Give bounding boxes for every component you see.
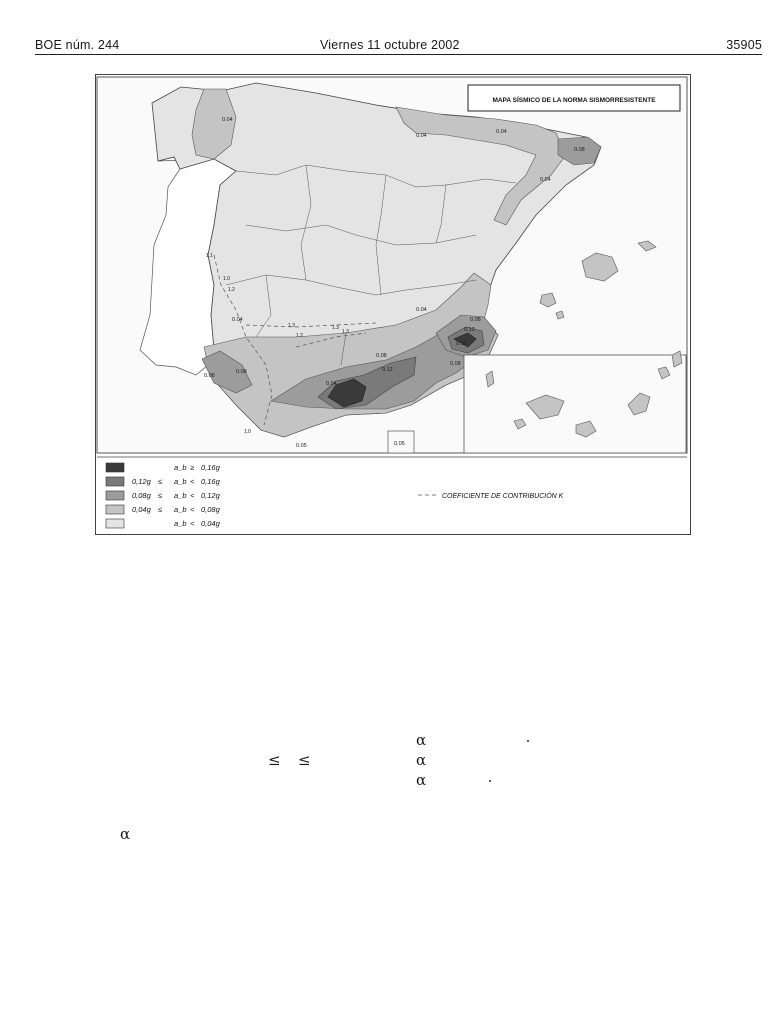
legend-low: 0,04g <box>132 505 151 514</box>
legend-high: 0,16g <box>201 477 220 486</box>
contour-label: 0.08 <box>204 373 215 379</box>
contour-label: 0.04 <box>326 381 337 387</box>
seismic-map <box>96 75 690 534</box>
legend-op: < <box>190 477 195 486</box>
legend-symbol: a_b <box>174 505 187 514</box>
legend-symbol: a_b <box>174 519 187 528</box>
k-label: 1.3 <box>342 329 349 335</box>
legend-swatch <box>106 463 124 472</box>
legend-row <box>106 519 221 528</box>
header-center: Viernes 11 octubre 2002 <box>320 38 460 52</box>
legend-symbol: a_b <box>174 463 187 472</box>
k-label: 1.0 <box>244 429 251 435</box>
seismic-map-figure <box>95 74 691 535</box>
alpha-symbol: α <box>416 731 427 749</box>
contour-label: 0.04 <box>232 317 243 323</box>
k-label: 1.2 <box>296 333 303 339</box>
contour-label: 0.12 <box>382 367 393 373</box>
contour-label: 0.08 <box>470 317 481 323</box>
legend-op: ≤ <box>158 505 163 514</box>
legend-swatch <box>106 491 124 500</box>
k-label: 1.2 <box>228 287 235 293</box>
contour-label: 0.04 <box>416 307 427 313</box>
legend-high: 0,16g <box>201 463 220 472</box>
legend-row <box>106 463 221 472</box>
contour-label: 0.08 <box>236 369 247 375</box>
legend-symbol: a_b <box>174 491 187 500</box>
legend-swatch <box>106 505 124 514</box>
contour-label: 0.04 <box>416 133 427 139</box>
legend-high: 0,04g <box>201 519 220 528</box>
contour-label: 0.04 <box>222 117 233 123</box>
legend-low: 0,08g <box>132 491 151 500</box>
legend-op: ≤ <box>158 491 163 500</box>
contour-label: 0.04 <box>540 177 551 183</box>
legend-symbol: a_b <box>174 477 187 486</box>
legend-op: < <box>190 519 195 528</box>
legend-low: 0,12g <box>132 477 151 486</box>
header-right: 35905 <box>726 38 762 52</box>
k-label: 1.3 <box>288 323 295 329</box>
legend-high: 0,08g <box>201 505 220 514</box>
legend-high: 0,12g <box>201 491 220 500</box>
header-left: BOE núm. 244 <box>35 38 120 52</box>
legend-swatch <box>106 519 124 528</box>
header-rule <box>35 54 762 55</box>
legend-op: ≤ <box>158 477 163 486</box>
contour-label: 0.16 <box>456 341 467 347</box>
alpha-symbol: α <box>416 771 427 789</box>
map-title: MAPA SÍSMICO DE LA NORMA SISMORRESISTENTE <box>492 97 656 104</box>
legend-row <box>106 477 221 486</box>
k-legend-label: COEFICIENTE DE CONTRIBUCIÓN K <box>442 493 564 500</box>
contour-label: 0.05 <box>394 441 405 447</box>
legend-op: ≥ <box>190 463 195 472</box>
contour-label: 0.08 <box>450 361 461 367</box>
leq-symbol: ≤ <box>268 751 281 769</box>
dot-mark <box>489 780 491 782</box>
alpha-symbol: α <box>416 751 427 769</box>
canary-inset <box>464 355 686 453</box>
k-label: 1.0 <box>223 276 230 282</box>
legend-op: < <box>190 491 195 500</box>
legend-row <box>106 491 221 500</box>
k-label: 1.1 <box>206 253 213 259</box>
alpha-symbol: α <box>120 825 131 843</box>
contour-label: 0.05 <box>296 443 307 449</box>
legend-op: < <box>190 505 195 514</box>
contour-label: 0.12 <box>464 327 475 333</box>
contour-label: 0.08 <box>574 147 585 153</box>
k-label: 1.3 <box>332 325 339 331</box>
contour-label: 0.08 <box>376 353 387 359</box>
legend-row <box>106 505 221 514</box>
dot-mark <box>527 740 529 742</box>
contour-label: 0.04 <box>496 129 507 135</box>
legend-swatch <box>106 477 124 486</box>
leq-symbol: ≤ <box>298 751 311 769</box>
legend <box>106 463 564 528</box>
